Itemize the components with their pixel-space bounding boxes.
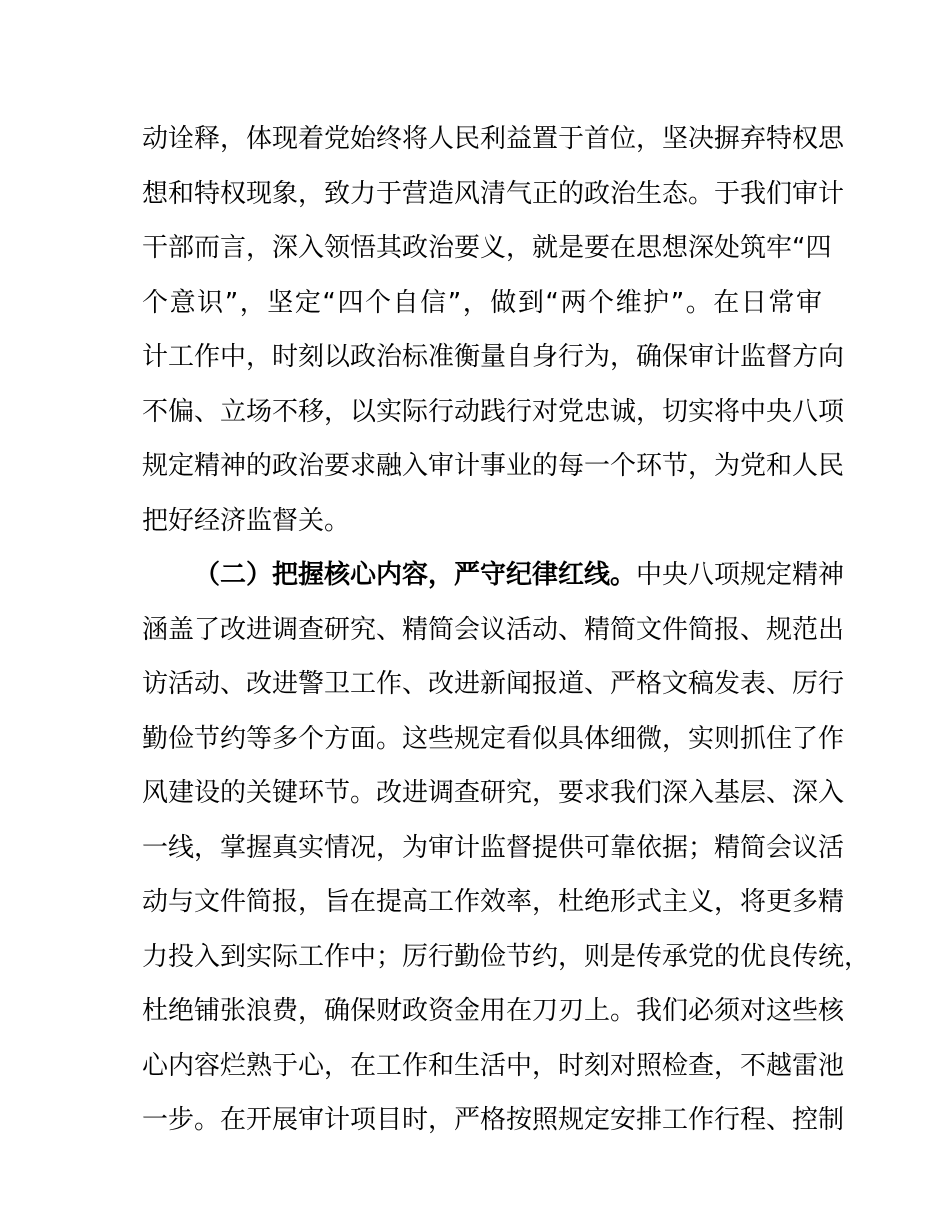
- text-line: 风建设的关键环节。改进调查研究，要求我们深入基层、深入: [142, 778, 845, 808]
- text-line: 把好经济监督关。: [142, 505, 351, 536]
- text-line: 规定精神的政治要求融入审计事业的每一个环节，为党和人民: [142, 451, 845, 481]
- section-heading: （二）把握核心内容，严守纪律红线。: [194, 560, 637, 590]
- text-line: 杜绝铺张浪费，确保财政资金用在刀刃上。我们必须对这些核: [142, 996, 845, 1026]
- text-line: 计工作中，时刻以政治标准衡量自身行为，确保审计监督方向: [142, 342, 845, 372]
- text-line: 心内容烂熟于心，在工作和生活中，时刻对照检查，不越雷池: [142, 1050, 845, 1081]
- text-line: 勤俭节约等多个方面。这些规定看似具体细微，实则抓住了作: [142, 723, 845, 754]
- text-line: 不偏、立场不移，以实际行动践行对党忠诚，切实将中央八项: [142, 396, 845, 427]
- text-line: 动诠释，体现着党始终将人民利益置于首位，坚决摒弃特权思: [142, 124, 845, 154]
- text-line: 干部而言，深入领悟其政治要义，就是要在思想深处筑牢“四: [142, 233, 832, 263]
- heading-trailing-text: 中央八项规定精神: [636, 560, 845, 590]
- text-line: 一步。在开展审计项目时，严格按照规定安排工作行程、控制: [142, 1105, 845, 1135]
- text-line: 力投入到实际工作中；厉行勤俭节约，则是传承党的优良传统，: [142, 941, 871, 972]
- paragraph-2: [142, 548, 871, 1148]
- paragraph-1: [142, 112, 845, 548]
- text-line: 动与文件简报，旨在提高工作效率，杜绝形式主义，将更多精: [142, 887, 845, 917]
- document-body: [142, 112, 871, 1148]
- text-line: 一线，掌握真实情况，为审计监督提供可靠依据；精简会议活: [142, 832, 845, 863]
- paragraph-first-line: [142, 548, 845, 603]
- text-line: 涵盖了改进调查研究、精简会议活动、精简文件简报、规范出: [142, 614, 845, 645]
- text-line: 个意识”，坚定“四个自信”，做到“两个维护”。在日常审: [142, 287, 822, 318]
- text-line: 想和特权现象，致力于营造风清气正的政治生态。于我们审计: [142, 178, 845, 209]
- text-line: 访活动、改进警卫工作、改进新闻报道、严格文稿发表、厉行: [142, 669, 845, 699]
